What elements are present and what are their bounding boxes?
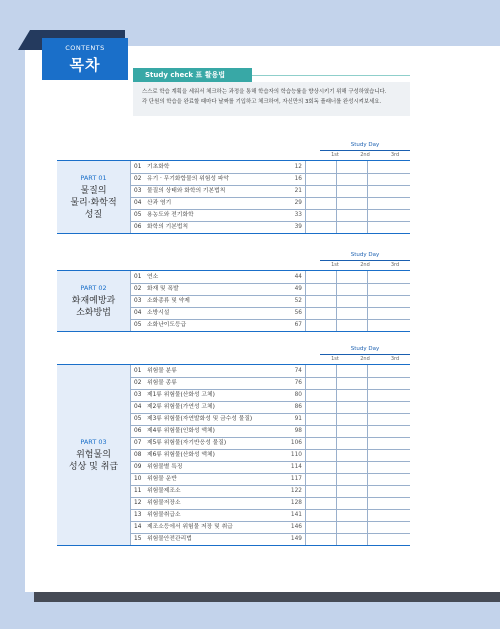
study-day-checkbox[interactable]: [336, 377, 367, 389]
study-day-checkbox[interactable]: [336, 533, 367, 545]
chapter-number: 04: [130, 307, 146, 319]
chapter-number: 03: [130, 295, 146, 307]
study-day-checkbox[interactable]: [305, 425, 336, 437]
study-day-checkbox[interactable]: [305, 307, 336, 319]
chapter-number: 01: [130, 161, 146, 173]
part-title-line: 소화방법: [76, 307, 111, 318]
chapter-title: 기초화학: [147, 164, 170, 170]
study-day-checkbox[interactable]: [336, 509, 367, 521]
study-day-checkbox[interactable]: [305, 221, 336, 233]
chapter-number: 05: [130, 209, 146, 221]
study-day-checkbox[interactable]: [367, 221, 398, 233]
chapter-title: 산과 염기: [147, 200, 172, 206]
chapter-number: 07: [130, 437, 146, 449]
study-day-checkbox[interactable]: [305, 437, 336, 449]
study-day-checkbox[interactable]: [305, 401, 336, 413]
study-check-description: [133, 82, 410, 116]
study-day-checkbox[interactable]: [305, 413, 336, 425]
study-day-checkbox[interactable]: [367, 161, 398, 173]
chapter-page: 29: [294, 200, 302, 206]
part-number: PART 01: [80, 173, 107, 182]
chapter-page: 12: [294, 164, 302, 170]
study-day-col-label: 1st: [331, 152, 339, 158]
study-day-checkbox[interactable]: [367, 425, 398, 437]
chapter-page: 128: [290, 500, 302, 506]
chapter-number: 05: [130, 319, 146, 331]
chapter-title: 용농도와 전기화학: [147, 212, 194, 218]
study-day-columns: [320, 152, 410, 158]
chapter-number: 05: [130, 413, 146, 425]
study-day-col-label: 3rd: [390, 356, 400, 362]
study-day-checkbox[interactable]: [336, 365, 367, 377]
study-day-checkbox[interactable]: [336, 221, 367, 233]
chapter-page: 16: [294, 176, 302, 182]
study-day-checkbox[interactable]: [367, 209, 398, 221]
study-day-checkbox[interactable]: [367, 461, 398, 473]
study-check-label: Study check 표 활용법: [133, 68, 252, 82]
contents-tab: [42, 38, 128, 80]
study-day-checkbox[interactable]: [336, 425, 367, 437]
study-day-checkbox[interactable]: [336, 197, 367, 209]
study-day-checkbox[interactable]: [336, 401, 367, 413]
part-number: PART 02: [80, 283, 107, 292]
study-day-checkbox[interactable]: [336, 319, 367, 331]
chapter-page: 106: [290, 440, 302, 446]
chapter-title: 제3류 위험물(자연발화성 및 금수성 물질): [147, 416, 253, 422]
chapter-page: 44: [294, 274, 302, 280]
study-check-divider: [252, 75, 410, 76]
chapter-title: 제6류 위험물(산화성 액체): [147, 452, 215, 458]
chapter-page: 91: [294, 416, 302, 422]
study-day-checkbox[interactable]: [367, 521, 398, 533]
chapter-page: 56: [294, 310, 302, 316]
study-day-checkbox[interactable]: [305, 449, 336, 461]
toc-row[interactable]: [130, 533, 410, 545]
study-day-checkbox[interactable]: [367, 533, 398, 545]
chapter-number: 02: [130, 283, 146, 295]
chapter-number: 01: [130, 365, 146, 377]
chapter-number: 06: [130, 221, 146, 233]
chapter-page: 67: [294, 322, 302, 328]
study-day-checkbox[interactable]: [305, 389, 336, 401]
chapter-number: 04: [130, 401, 146, 413]
chapter-page: 21: [294, 188, 302, 194]
chapter-title: 물질의 상태와 화학의 기본법칙: [147, 188, 226, 194]
study-day-checkbox[interactable]: [336, 521, 367, 533]
chapter-page: 86: [294, 404, 302, 410]
study-day-col-label: 2nd: [360, 262, 370, 268]
study-day-checkbox[interactable]: [305, 473, 336, 485]
chapter-title: 위험물 종류: [147, 380, 177, 386]
chapter-number: 09: [130, 461, 146, 473]
study-day-checkbox[interactable]: [336, 473, 367, 485]
chapter-title: 제2류 위험물(가연성 고체): [147, 404, 215, 410]
study-day-checkbox[interactable]: [367, 401, 398, 413]
study-day-rule: [320, 260, 410, 261]
study-day-checkbox[interactable]: [305, 209, 336, 221]
chapter-title: 제4류 위험물(인화성 액체): [147, 428, 215, 434]
study-day-checkbox[interactable]: [305, 509, 336, 521]
chapter-number: 14: [130, 521, 146, 533]
study-day-columns: [320, 262, 410, 268]
chapter-number: 10: [130, 473, 146, 485]
study-day-checkbox[interactable]: [305, 497, 336, 509]
chapter-page: 149: [290, 536, 302, 542]
chapter-number: 02: [130, 173, 146, 185]
study-day-checkbox[interactable]: [336, 295, 367, 307]
chapter-title: 소화난이도등급: [147, 322, 187, 328]
study-day-checkbox[interactable]: [367, 295, 398, 307]
chapter-number: 11: [130, 485, 146, 497]
chapter-title: 위험물 운반: [147, 476, 177, 482]
study-day-col-label: 2nd: [360, 152, 370, 158]
chapter-number: 03: [130, 185, 146, 197]
chapter-title: 소화종류 및 약제: [147, 298, 190, 304]
chapter-title: 위험물취급소: [147, 512, 181, 518]
chapter-title: 위험물제조소: [147, 488, 181, 494]
chapter-number: 02: [130, 377, 146, 389]
study-day-checkbox[interactable]: [367, 307, 398, 319]
study-day-checkbox[interactable]: [367, 365, 398, 377]
part-title-line: 물질의: [80, 185, 107, 196]
chapter-title: 연소: [147, 274, 159, 280]
study-day-checkbox[interactable]: [305, 173, 336, 185]
description-line: 스스로 학습 계획을 세워서 체크하는 과정을 통해 학습자의 학습능률을 향상시키기 위해 구성하였습니다.: [142, 89, 387, 95]
chapter-page: 122: [290, 488, 302, 494]
chapter-page: 117: [290, 476, 302, 482]
study-day-checkbox[interactable]: [336, 161, 367, 173]
part-title-line: 물리·화학적: [70, 197, 117, 208]
study-day-checkbox[interactable]: [305, 377, 336, 389]
chapter-page: 49: [294, 286, 302, 292]
study-day-rule: [320, 150, 410, 151]
chapter-title: 위험물저장소: [147, 500, 181, 506]
study-day-checkbox[interactable]: [305, 197, 336, 209]
toc-table: [57, 364, 410, 546]
chapter-page: 80: [294, 392, 302, 398]
chapter-title: 제조소등에서 위험물 저장 및 취급: [147, 524, 233, 530]
chapter-number: 04: [130, 197, 146, 209]
chapter-title: 화학의 기본법칙: [147, 224, 189, 230]
toc-row[interactable]: [130, 221, 410, 233]
study-day-checkbox[interactable]: [305, 485, 336, 497]
chapter-title: 위험물 분류: [147, 368, 177, 374]
chapter-page: 52: [294, 298, 302, 304]
study-day-checkbox[interactable]: [367, 413, 398, 425]
study-day-checkbox[interactable]: [336, 461, 367, 473]
study-day-checkbox[interactable]: [336, 497, 367, 509]
chapter-number: 06: [130, 425, 146, 437]
chapter-number: 08: [130, 449, 146, 461]
part-title-line: 화재예방과: [71, 295, 116, 306]
part-label: [57, 271, 130, 331]
study-day-checkbox[interactable]: [305, 283, 336, 295]
study-day-col-label: 1st: [331, 356, 339, 362]
study-day-checkbox[interactable]: [305, 271, 336, 283]
study-day-col-label: 2nd: [360, 356, 370, 362]
study-day-checkbox[interactable]: [367, 473, 398, 485]
study-day-checkbox[interactable]: [336, 185, 367, 197]
study-day-title: Study Day: [350, 142, 380, 148]
chapter-number: 15: [130, 533, 146, 545]
study-day-checkbox[interactable]: [367, 173, 398, 185]
description-line: 각 단원의 학습을 완료할 때마다 날짜를 기입하고 체크하여, 자신만의 3회독 플래너를 완성시켜보세요.: [142, 99, 382, 105]
chapter-title: 화재 및 폭발: [147, 286, 179, 292]
chapter-page: 141: [290, 512, 302, 518]
chapter-page: 39: [294, 224, 302, 230]
chapter-number: 12: [130, 497, 146, 509]
study-day-checkbox[interactable]: [367, 509, 398, 521]
part-title-line: 성상 및 취급: [68, 461, 119, 472]
study-day-checkbox[interactable]: [305, 521, 336, 533]
chapter-number: 13: [130, 509, 146, 521]
chapter-title: 제5류 위험물(자기반응성 물질): [147, 440, 227, 446]
part-label: [57, 161, 130, 233]
study-day-checkbox[interactable]: [336, 449, 367, 461]
study-day-checkbox[interactable]: [305, 295, 336, 307]
chapter-page: 33: [294, 212, 302, 218]
chapter-title: 위험물안전관리법: [147, 536, 192, 542]
study-day-checkbox[interactable]: [367, 197, 398, 209]
study-day-col-label: 1st: [331, 262, 339, 268]
contents-title: 목차: [69, 56, 101, 74]
study-day-checkbox[interactable]: [305, 185, 336, 197]
chapter-title: 제1류 위험물(산화성 고체): [147, 392, 215, 398]
study-day-col-label: 3rd: [390, 152, 400, 158]
toc-row[interactable]: [130, 319, 410, 331]
study-day-title: Study Day: [350, 346, 380, 352]
chapter-page: 74: [294, 368, 302, 374]
chapter-page: 98: [294, 428, 302, 434]
study-day-rule: [320, 354, 410, 355]
study-day-checkbox[interactable]: [367, 377, 398, 389]
study-day-checkbox[interactable]: [305, 365, 336, 377]
study-day-checkbox[interactable]: [336, 307, 367, 319]
study-day-checkbox[interactable]: [367, 485, 398, 497]
toc-table: [57, 270, 410, 332]
study-day-checkbox[interactable]: [367, 497, 398, 509]
chapter-page: 110: [290, 452, 302, 458]
study-day-checkbox[interactable]: [336, 485, 367, 497]
study-day-checkbox[interactable]: [305, 319, 336, 331]
part-number: PART 03: [80, 437, 107, 446]
study-day-checkbox[interactable]: [336, 173, 367, 185]
study-day-checkbox[interactable]: [336, 271, 367, 283]
study-day-checkbox[interactable]: [336, 413, 367, 425]
study-day-checkbox[interactable]: [305, 533, 336, 545]
study-day-checkbox[interactable]: [336, 209, 367, 221]
chapter-title: 유기 · 무기화합물의 위험성 파악: [147, 176, 230, 182]
study-day-checkbox[interactable]: [367, 437, 398, 449]
part-label: [57, 365, 130, 545]
study-day-checkbox[interactable]: [367, 185, 398, 197]
study-day-checkbox[interactable]: [367, 449, 398, 461]
chapter-title: 소방시설: [147, 310, 170, 316]
study-day-col-label: 3rd: [390, 262, 400, 268]
study-day-columns: [320, 356, 410, 362]
part-title-line: 성질: [84, 209, 103, 220]
chapter-title: 위험물별 특징: [147, 464, 183, 470]
study-day-checkbox[interactable]: [305, 161, 336, 173]
toc-table: [57, 160, 410, 234]
study-day-title: Study Day: [350, 252, 380, 258]
study-day-checkbox[interactable]: [305, 461, 336, 473]
study-day-checkbox[interactable]: [336, 437, 367, 449]
contents-label-en: CONTENTS: [65, 44, 105, 52]
study-day-checkbox[interactable]: [336, 389, 367, 401]
chapter-page: 146: [290, 524, 302, 530]
study-day-checkbox[interactable]: [336, 283, 367, 295]
study-day-checkbox[interactable]: [367, 271, 398, 283]
study-day-checkbox[interactable]: [367, 319, 398, 331]
study-day-checkbox[interactable]: [367, 283, 398, 295]
part-title-line: 위험물의: [76, 449, 111, 460]
chapter-number: 03: [130, 389, 146, 401]
chapter-page: 114: [290, 464, 302, 470]
chapter-page: 76: [294, 380, 302, 386]
study-day-checkbox[interactable]: [367, 389, 398, 401]
chapter-number: 01: [130, 271, 146, 283]
